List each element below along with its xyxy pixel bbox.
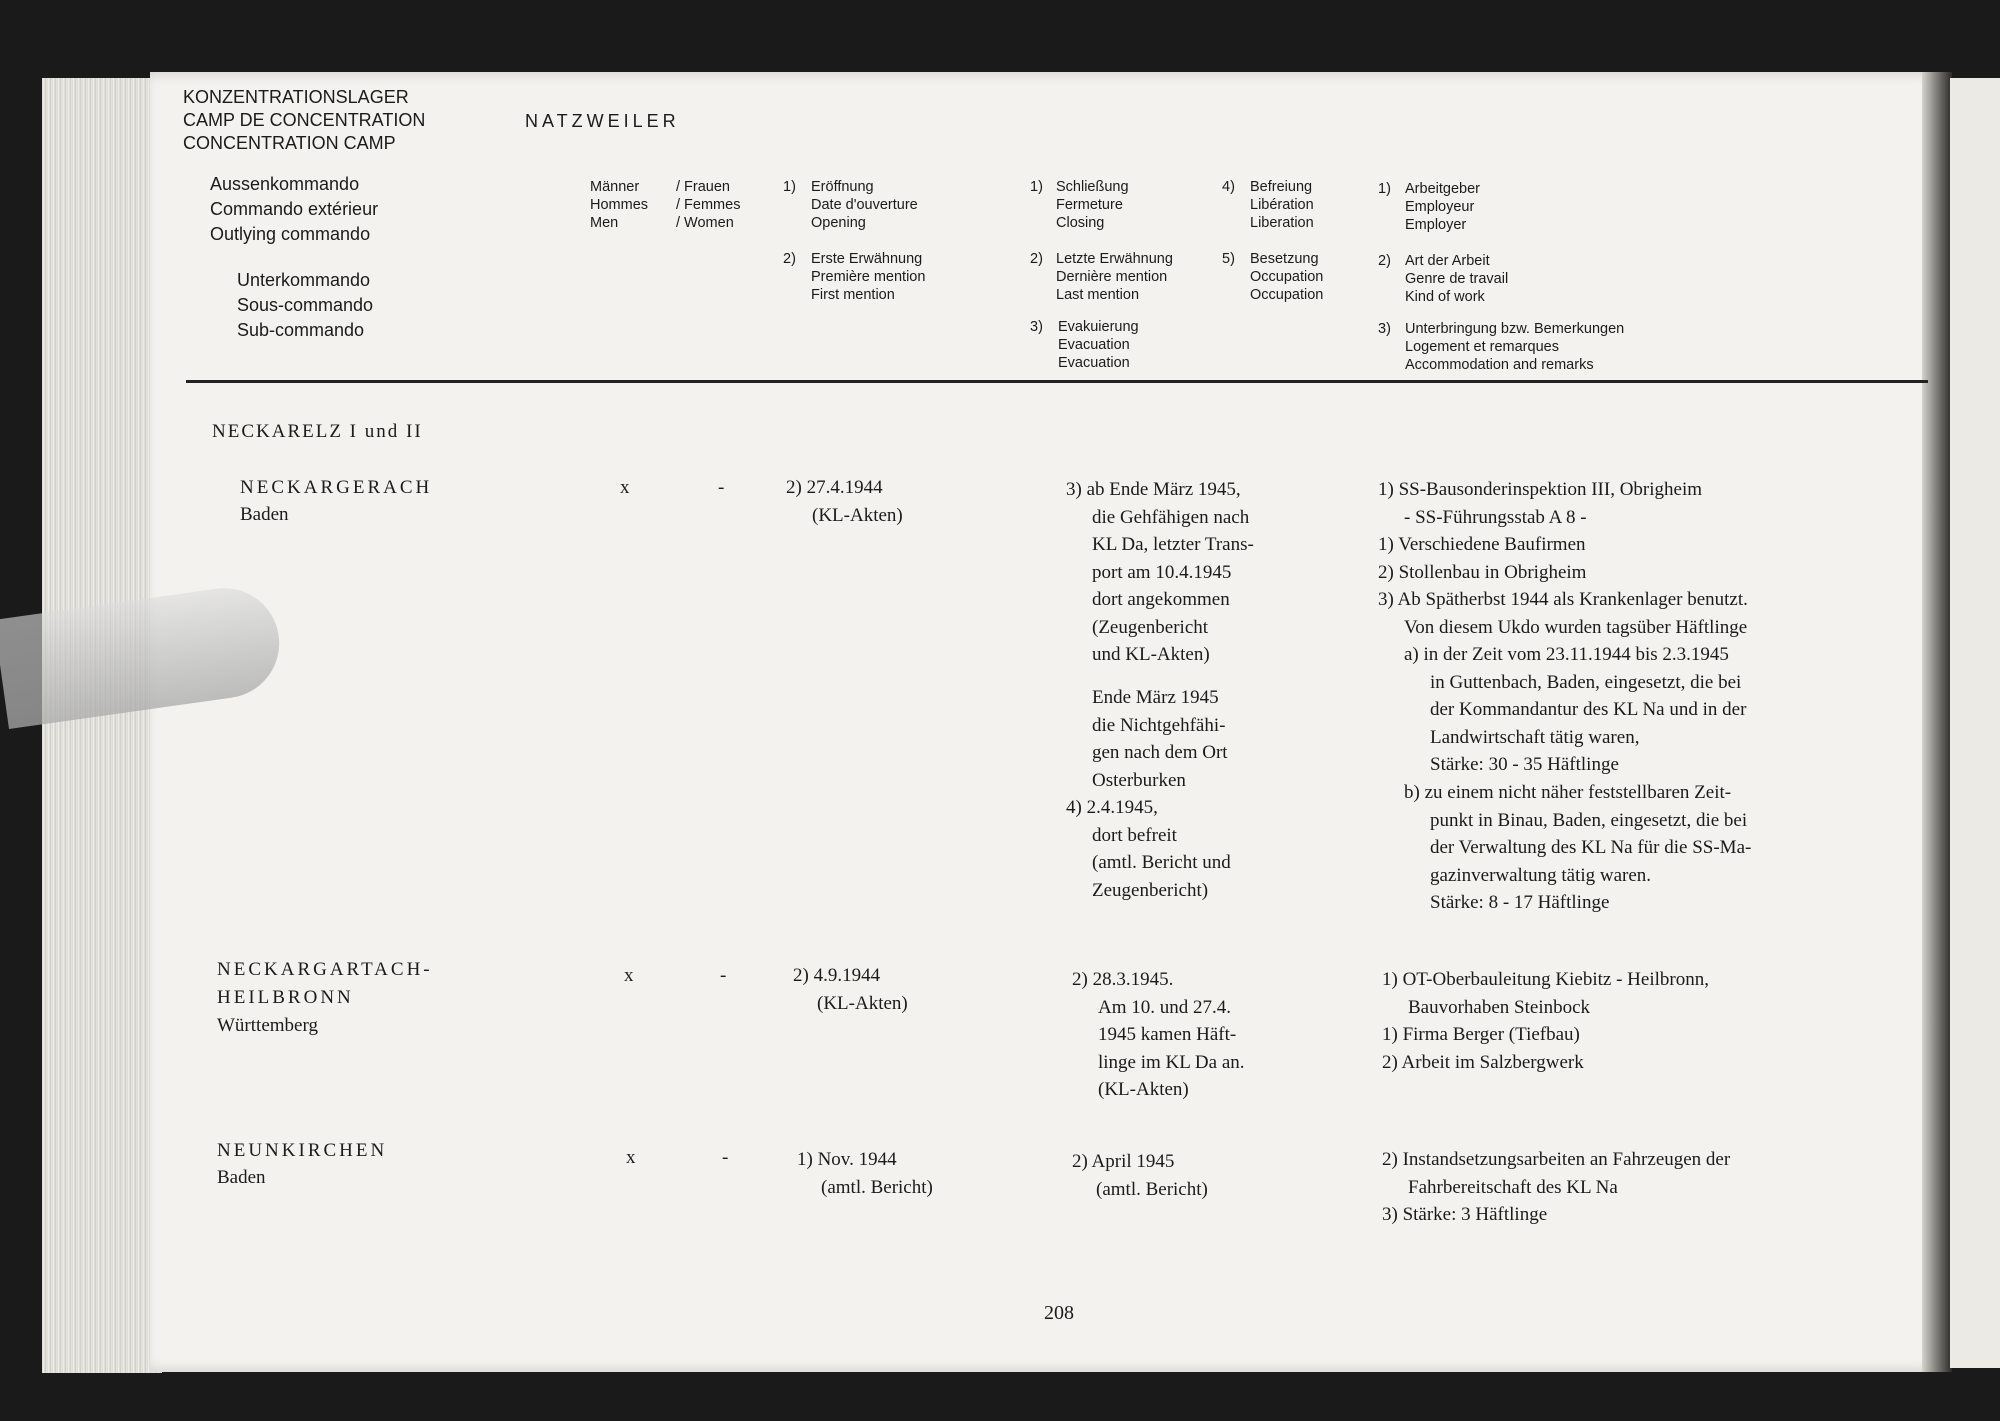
closing-line: 2) 28.3.1945. <box>1072 969 1174 990</box>
col-liberation-num: 4) <box>1222 179 1235 195</box>
men-mark: x <box>624 965 634 986</box>
closing-line: gen nach dem Ort <box>1092 742 1228 763</box>
evacuation-en: Evacuation <box>1058 355 1130 371</box>
closing-line: (amtl. Bericht) <box>1096 1178 1208 1200</box>
closing-line: 2) April 1945 <box>1072 1151 1175 1172</box>
occupation-fr: Occupation <box>1250 269 1324 285</box>
work-line: 1) Verschiedene Baufirmen <box>1378 534 1586 555</box>
book-gutter <box>1922 72 1952 1372</box>
liberation-en: Liberation <box>1250 215 1314 231</box>
closing-line: port am 10.4.1945 <box>1092 561 1232 583</box>
women-mark: - <box>718 477 725 498</box>
work-line: 2) Arbeit im Salzbergwerk <box>1382 1051 1584 1073</box>
col-employer-label <box>1405 180 1480 234</box>
closing-line: Osterburken <box>1092 769 1186 791</box>
employer-work <box>1378 476 1748 641</box>
work-line: der Verwaltung des KL Na für die SS-Ma- <box>1430 837 1752 858</box>
men-en: Men <box>590 215 619 231</box>
closing-line: die Nichtgehfähi- <box>1092 714 1226 736</box>
camp-type-fr: CAMP DE CONCENTRATION <box>183 110 426 130</box>
col-occupation-label <box>1250 250 1323 304</box>
liberation-de: Befreiung <box>1250 179 1313 195</box>
work-line: Bauvorhaben Steinbock <box>1408 996 1591 1018</box>
opening-date <box>793 962 908 1017</box>
work-en: Kind of work <box>1405 289 1485 305</box>
work-line: punkt in Binau, Baden, eingesetzt, die bei <box>1430 809 1748 831</box>
col-kind-of-work-label <box>1405 252 1508 306</box>
closing-line: dort angekommen <box>1092 589 1230 610</box>
liberation-fr: Libération <box>1250 197 1314 213</box>
opening-source: (KL-Akten) <box>817 992 908 1014</box>
work-line: Stärke: 8 - 17 Häftlinge <box>1430 892 1610 913</box>
work-line: in Guttenbach, Baden, eingesetzt, die bei <box>1430 671 1742 693</box>
location-region: Württemberg <box>217 1015 318 1036</box>
closing-line: Ende März 1945 <box>1092 687 1219 708</box>
group-title: NECKARELZ I und II <box>212 421 423 442</box>
men-de: Männer <box>590 179 640 195</box>
work-detail-a <box>1404 641 1746 779</box>
accommodation-en: Accommodation and remarks <box>1405 357 1594 373</box>
opening-source: (amtl. Bericht) <box>821 1176 933 1198</box>
liberation-line: 4) 2.4.1945, <box>1066 797 1158 818</box>
opening-fr: Date d'ouverture <box>811 197 918 213</box>
gender-women-label <box>676 178 740 232</box>
closing-evacuation <box>1066 476 1254 669</box>
opening-source: (KL-Akten) <box>812 504 903 526</box>
men-mark: x <box>626 1147 636 1168</box>
work-detail-b <box>1404 779 1751 917</box>
last-mention-de: Letzte Erwähnung <box>1056 251 1173 267</box>
camp-name: NATZWEILER <box>525 111 680 131</box>
women-en: / Women <box>676 215 734 231</box>
col-closing-label <box>1056 178 1129 232</box>
work-line: Stärke: 30 - 35 Häftlinge <box>1430 754 1619 775</box>
work-line: 2) Stollenbau in Obrigheim <box>1378 561 1587 583</box>
location-name <box>217 956 433 1011</box>
location-name-line: NECKARGARTACH- <box>217 959 433 980</box>
opening-de: Eröffnung <box>811 179 874 195</box>
occupation-en: Occupation <box>1250 287 1324 303</box>
opening-line: 1) Nov. 1944 <box>797 1149 897 1170</box>
aussen-en: Outlying commando <box>210 224 371 244</box>
work-line: 3) Stärke: 3 Häftlinge <box>1382 1204 1548 1225</box>
closing-line: (KL-Akten) <box>1098 1079 1189 1100</box>
opening-en: Opening <box>811 215 866 231</box>
facing-page-edge <box>1950 78 2000 1368</box>
last-mention-fr: Dernière mention <box>1056 269 1168 285</box>
closing-de: Schließung <box>1056 179 1129 195</box>
liberation-line: (amtl. Bericht und <box>1092 852 1231 873</box>
col-accommodation-label <box>1405 320 1624 374</box>
closing-line: 1945 kamen Häft- <box>1098 1024 1237 1045</box>
women-mark: - <box>722 1147 729 1168</box>
first-mention-fr: Première mention <box>811 269 926 285</box>
location-region: Baden <box>217 1167 266 1188</box>
aussen-de: Aussenkommando <box>210 174 360 194</box>
camp-type <box>183 86 425 155</box>
col-first-mention-num: 2) <box>783 251 796 267</box>
last-mention-en: Last mention <box>1056 287 1140 303</box>
work-de: Art der Arbeit <box>1405 253 1490 269</box>
evacuation-de: Evakuierung <box>1058 319 1139 335</box>
evacuation-fr: Evacuation <box>1058 337 1130 353</box>
work-line: Von diesem Ukdo wurden tagsüber Häftlinge <box>1404 616 1748 638</box>
col-employer-num: 1) <box>1378 181 1391 197</box>
liberation-line: Zeugenbericht) <box>1092 879 1209 901</box>
unter-de: Unterkommando <box>237 270 371 290</box>
col-liberation-label <box>1250 178 1314 232</box>
camp-type-de: KONZENTRATIONSLAGER <box>183 87 409 107</box>
closing-evacuation-b <box>1092 684 1228 794</box>
col-evacuation-num: 3) <box>1030 319 1043 335</box>
employer-fr: Employeur <box>1405 199 1475 215</box>
opening-line: 2) 4.9.1944 <box>793 965 881 986</box>
col-opening-num: 1) <box>783 179 796 195</box>
location-name-line: HEILBRONN <box>217 986 354 1008</box>
work-line: a) in der Zeit vom 23.11.1944 bis 2.3.1945 <box>1404 644 1729 665</box>
work-line: b) zu einem nicht näher feststellbaren Zeit- <box>1404 782 1732 803</box>
women-mark: - <box>720 965 727 986</box>
closing-fr: Fermeture <box>1056 197 1123 213</box>
unter-en: Sub-commando <box>237 320 365 340</box>
header-divider <box>186 380 1928 383</box>
closing-line: linge im KL Da an. <box>1098 1051 1245 1073</box>
closing-line: (Zeugenbericht <box>1092 616 1209 638</box>
page-number: 208 <box>1044 1302 1074 1324</box>
work-line: Fahrbereitschaft des KL Na <box>1408 1176 1618 1198</box>
location-region: Baden <box>240 504 289 525</box>
aussenkommando-label <box>210 172 378 247</box>
unterkommando-label <box>237 268 373 343</box>
work-line: 1) SS-Bausonderinspektion III, Obrigheim <box>1378 479 1703 500</box>
closing <box>1072 966 1245 1104</box>
women-de: / Frauen <box>676 179 730 195</box>
book-page-edges <box>42 78 162 1373</box>
work-line: Landwirtschaft tätig waren, <box>1430 726 1640 748</box>
women-fr: / Femmes <box>676 197 741 213</box>
accommodation-fr: Logement et remarques <box>1405 339 1559 355</box>
camp-type-en: CONCENTRATION CAMP <box>183 133 396 153</box>
closing-line: die Gehfähigen nach <box>1092 506 1250 528</box>
col-occupation-num: 5) <box>1222 251 1235 267</box>
employer-work <box>1382 966 1709 1076</box>
work-line: 3) Ab Spätherbst 1944 als Krankenlager benutzt. <box>1378 589 1748 610</box>
aussen-fr: Commando extérieur <box>210 199 379 219</box>
col-evacuation-label <box>1058 318 1139 372</box>
work-line: 1) Firma Berger (Tiefbau) <box>1382 1024 1580 1045</box>
col-last-mention-num: 2) <box>1030 251 1043 267</box>
first-mention-de: Erste Erwähnung <box>811 251 923 267</box>
unter-fr: Sous-commando <box>237 295 374 315</box>
closing-line: 3) ab Ende März 1945, <box>1066 479 1241 500</box>
occupation-de: Besetzung <box>1250 251 1319 267</box>
col-opening-label <box>811 178 918 232</box>
men-mark: x <box>620 477 630 498</box>
col-first-mention-label <box>811 250 925 304</box>
work-fr: Genre de travail <box>1405 271 1509 287</box>
closing-line: KL Da, letzter Trans- <box>1092 534 1254 555</box>
col-closing-num: 1) <box>1030 179 1043 195</box>
closing-line: und KL-Akten) <box>1092 644 1210 665</box>
employer-de: Arbeitgeber <box>1405 181 1480 197</box>
gender-men-label <box>590 178 648 232</box>
location-name: NEUNKIRCHEN <box>217 1140 388 1161</box>
closing-en: Closing <box>1056 215 1105 231</box>
opening-date <box>786 474 903 529</box>
col-last-mention-label <box>1056 250 1173 304</box>
liberation-line: dort befreit <box>1092 824 1177 846</box>
work-line: 2) Instandsetzungsarbeiten an Fahrzeugen der <box>1382 1149 1731 1170</box>
employer-work <box>1382 1146 1730 1229</box>
first-mention-en: First mention <box>811 287 895 303</box>
opening-date <box>797 1146 933 1201</box>
employer-en: Employer <box>1405 217 1467 233</box>
work-line: der Kommandantur des KL Na und in der <box>1430 699 1747 720</box>
col-accommodation-num: 3) <box>1378 321 1391 337</box>
work-line: 1) OT-Oberbauleitung Kiebitz - Heilbronn, <box>1382 969 1709 990</box>
location-name: NECKARGERACH <box>240 477 433 498</box>
closing <box>1072 1148 1208 1203</box>
work-line: gazinverwaltung tätig waren. <box>1430 864 1652 886</box>
work-line: - SS-Führungsstab A 8 - <box>1404 506 1587 528</box>
liberation <box>1066 794 1231 904</box>
opening-line: 2) 27.4.1944 <box>786 477 883 498</box>
closing-line: Am 10. und 27.4. <box>1098 996 1231 1018</box>
col-kind-of-work-num: 2) <box>1378 253 1391 269</box>
men-fr: Hommes <box>590 197 649 213</box>
accommodation-de: Unterbringung bzw. Bemerkungen <box>1405 321 1625 337</box>
